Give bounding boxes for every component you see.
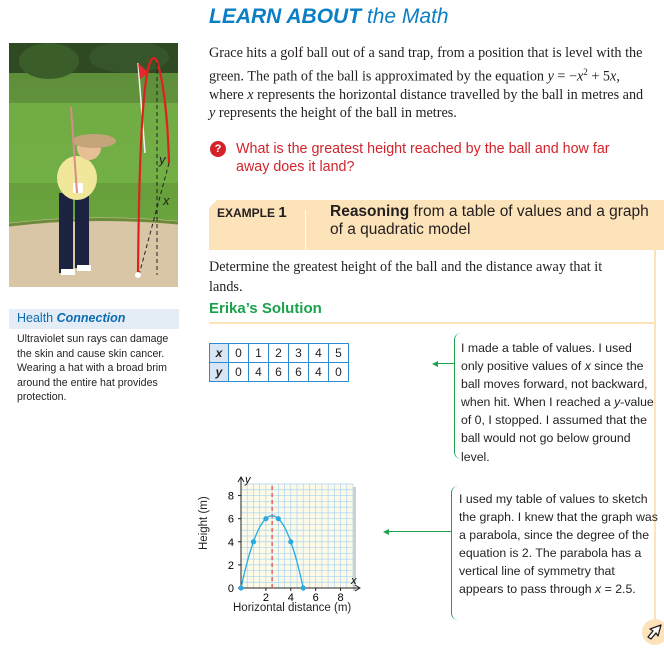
note1-x: x xyxy=(584,359,591,374)
key-question: What is the greatest height reached by the ball and how far away does it land? xyxy=(236,141,610,175)
margin-note-graph xyxy=(459,490,659,599)
table-cell: 0 xyxy=(329,363,349,382)
example-title-bold: Reasoning xyxy=(330,203,410,220)
example-label xyxy=(217,204,287,221)
y-tick-label: 2 xyxy=(227,559,234,572)
example-title-rest: from a table of values and a graph of a quadratic model xyxy=(330,203,649,238)
note2-x: x xyxy=(595,582,602,597)
health-title-italic: Connection xyxy=(56,311,126,325)
health-connection-title xyxy=(17,311,125,325)
eq-x: x xyxy=(576,68,584,85)
x-tick-label: 8 xyxy=(337,592,344,604)
solution-title: Erika’s Solution xyxy=(209,300,322,317)
y-tick-label: 8 xyxy=(227,490,234,503)
note-bracket xyxy=(454,333,461,459)
data-point xyxy=(301,585,306,590)
table-cell: 4 xyxy=(309,363,329,382)
note1-text-b: since the ball moves forward, not backward, when hit. When I reached a xyxy=(461,359,648,410)
note-connector xyxy=(436,363,455,364)
note2-text-b: = 2.5. xyxy=(601,582,636,597)
example-label-text: EXAMPLE xyxy=(217,206,276,220)
x-var: x xyxy=(247,86,254,103)
eq-mid: = − xyxy=(553,68,577,85)
table-header-y: y xyxy=(210,363,229,382)
y-tick-label: 0 xyxy=(227,583,234,595)
x-axis-label: Horizontal distance (m) xyxy=(233,602,352,614)
parabola-graph xyxy=(205,470,365,620)
note1-text-a: I made a table of values. I used only positive values of xyxy=(461,341,632,374)
table-row-x xyxy=(210,344,349,363)
y-var: y xyxy=(209,105,216,122)
x-tick-label: 6 xyxy=(312,592,319,604)
data-point xyxy=(288,539,293,544)
table-cell: 0 xyxy=(229,344,249,363)
y-tick-label: 4 xyxy=(227,536,234,549)
data-point xyxy=(238,585,243,590)
note-bracket xyxy=(451,486,458,620)
health-connection-body: Ultraviolet sun rays can damage the skin and cause skin cancer. Wearing a hat with a broad brim around the entire hat provides protection. xyxy=(17,333,169,403)
table-cell: 1 xyxy=(249,344,269,363)
health-title-plain: Health xyxy=(17,311,57,325)
after-eq: , where xyxy=(209,68,620,103)
intro-paragraph xyxy=(209,44,649,123)
eq-y: y xyxy=(547,68,554,85)
table-cell: 2 xyxy=(269,344,289,363)
table-cell: 4 xyxy=(309,344,329,363)
table-header-x: x xyxy=(210,344,229,363)
eq-end: + 5 xyxy=(587,68,610,85)
example-number: 1 xyxy=(278,204,287,221)
section-title-bold: LEARN ABOUT xyxy=(209,5,362,28)
golfer-photo xyxy=(9,43,178,287)
cursor-badge[interactable] xyxy=(642,619,664,645)
note1-text-c: -value of 0, I stopped. I assumed that the ball would not go below ground level. xyxy=(461,395,654,464)
table-cell: 5 xyxy=(329,344,349,363)
table-cell: 0 xyxy=(229,363,249,382)
section-title-rest: the Math xyxy=(361,5,449,28)
x-tick-label: 4 xyxy=(287,592,294,604)
eq-exp: 2 xyxy=(583,66,588,77)
table-row-y xyxy=(210,363,349,382)
section-title xyxy=(209,5,449,29)
data-point xyxy=(276,516,281,521)
intro-text: Grace hits a golf ball out of a sand trap, from a position that is level with the green. The path of the ball is approximated by the equation xyxy=(209,45,643,85)
table-cell: 6 xyxy=(269,363,289,382)
x-tick-label: 2 xyxy=(262,592,269,604)
note1-y: y xyxy=(614,395,621,410)
note2-text-a: I used my table of values to sketch the graph. I knew that the graph was a parabola, since the degree of the equation is 2. The parabola has a vertical line of symmetry that appears to pass through xyxy=(459,492,658,597)
x-axis-letter: x xyxy=(351,575,357,587)
table-of-values xyxy=(209,343,349,382)
y-tick-label: 6 xyxy=(227,513,234,526)
solution-divider xyxy=(209,322,655,324)
data-point xyxy=(251,539,256,544)
example-prompt: Determine the greatest height of the ball and the distance away that it lands. xyxy=(209,259,603,295)
photo-label-x: x xyxy=(163,193,170,208)
pointer-arrow-icon xyxy=(642,619,664,645)
photo-label-y: y xyxy=(159,152,166,167)
table-cell: 3 xyxy=(289,344,309,363)
intro-end: represents the height of the ball in metres. xyxy=(215,105,457,122)
y-axis-label: Height (m) xyxy=(198,496,210,550)
margin-note-table xyxy=(461,339,656,466)
y-axis-letter: y xyxy=(245,474,251,486)
data-point xyxy=(263,516,268,521)
intro-mid: represents the horizontal distance travelled by the ball in metres and xyxy=(253,86,644,103)
example-title xyxy=(330,203,650,239)
eq-x2: x xyxy=(610,68,617,85)
example-divider xyxy=(305,210,306,250)
table-cell: 6 xyxy=(289,363,309,382)
note-connector xyxy=(387,531,451,532)
table-cell: 4 xyxy=(249,363,269,382)
question-icon: ? xyxy=(210,141,226,157)
